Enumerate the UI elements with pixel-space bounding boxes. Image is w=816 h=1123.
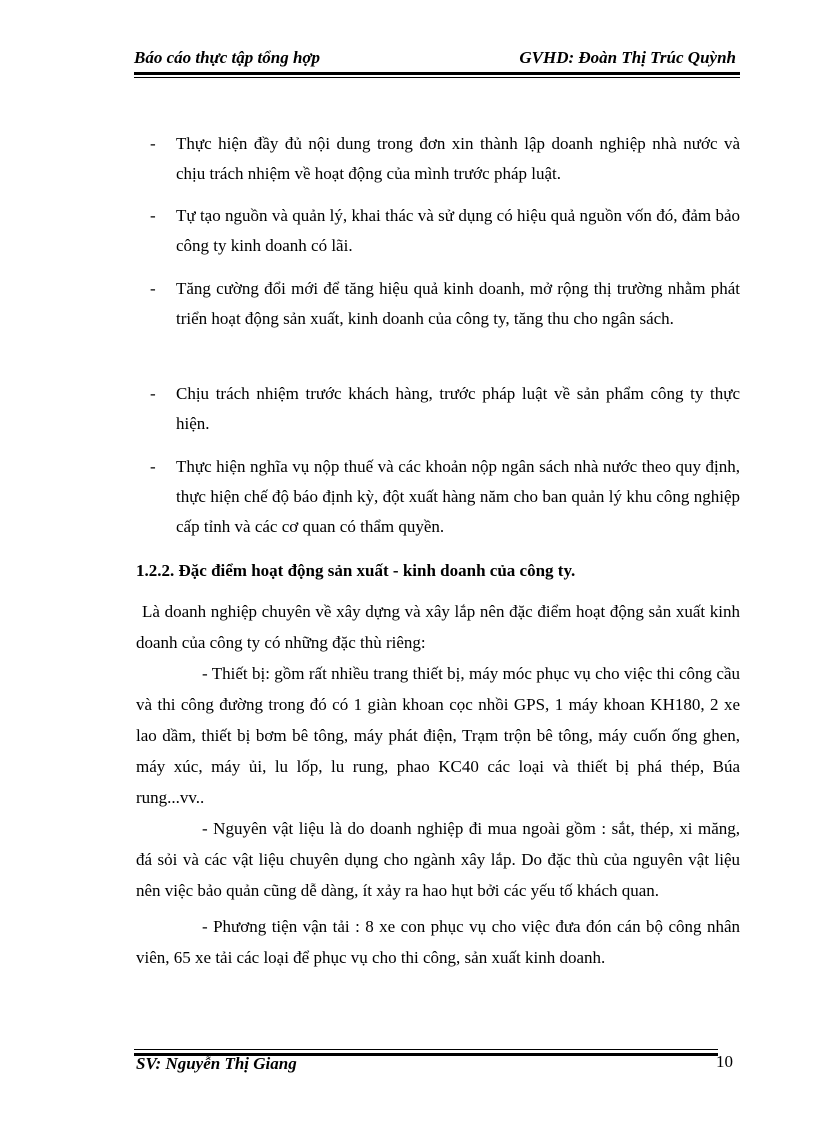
bullet-text: Thực hiện nghĩa vụ nộp thuế và các khoản nộp ngân sách nhà nước theo quy định, thực hiện chế độ báo định kỳ, đột xuất hàng năm cho ban quản lý khu công nghiệp cấp tỉnh và các cơ quan có thẩm quyền.	[176, 457, 740, 536]
bullet-dash: -	[150, 134, 156, 153]
page-number: 10	[716, 1052, 733, 1071]
intro-paragraph: Là doanh nghiệp chuyên về xây dựng và xây lắp nên đặc điểm hoạt động sản xuất kinh doanh của công ty có những đặc thù riêng:	[136, 602, 740, 652]
bullet-dash: -	[150, 384, 156, 403]
transport-paragraph: - Phương tiện vận tải : 8 xe con phục vụ cho việc đưa đón cán bộ công nhân viên, 65 xe tải các loại để phục vụ cho thi công, sản xuất kinh doanh.	[136, 917, 740, 967]
header-report-title: Báo cáo thực tập tổng hợp	[134, 48, 321, 67]
materials-paragraph: - Nguyên vật liệu là do doanh nghiệp đi mua ngoài gồm : sắt, thép, xi măng, đá sỏi và các vật liệu chuyên dụng cho ngành xây lắp. Do đặc thù của nguyên vật liệu nên việc bảo quản cũng dễ dàng, ít xảy ra hao hụt bởi các yếu tố khách quan.	[136, 819, 740, 900]
header-supervisor: GVHD: Đoàn Thị Trúc Quỳnh	[519, 48, 736, 67]
bullet-dash: -	[150, 206, 156, 225]
equipment-paragraph: - Thiết bị: gồm rất nhiều trang thiết bị, máy móc phục vụ cho việc thi công cầu và thi công đường trong đó có 1 giàn khoan cọc nhồi GPS, 1 máy khoan KH180, 2 xe lao dầm, thiết bị bơm bê tông, máy phát điện, Trạm trộn bê tông, máy cuốn ống ghen, máy xúc, máy ủi, lu lốp, lu rung, phao KC40 các loại và thiết bị phá thép, Búa rung...vv..	[136, 664, 740, 807]
bullet-text: Thực hiện đầy đủ nội dung trong đơn xin thành lập doanh nghiệp nhà nước và chịu trách nhiệm về hoạt động của mình trước pháp luật.	[176, 134, 740, 183]
bullet-text: Tự tạo nguồn và quản lý, khai thác và sử dụng có hiệu quả nguồn vốn đó, đảm bảo công ty kinh doanh có lãi.	[176, 206, 740, 255]
footer-rule-thin	[134, 1049, 718, 1050]
bullet-dash: -	[150, 279, 156, 298]
bullet-text: Tăng cường đổi mới để tăng hiệu quả kinh doanh, mở rộng thị trường nhằm phát triển hoạt động sản xuất, kinh doanh của công ty, tăng thu cho ngân sách.	[176, 279, 740, 328]
bullet-text: Chịu trách nhiệm trước khách hàng, trước pháp luật về sản phẩm công ty thực hiện.	[176, 384, 740, 433]
footer-student-name: SV: Nguyễn Thị Giang	[136, 1054, 297, 1073]
bullet-dash: -	[150, 457, 156, 476]
section-heading: 1.2.2. Đặc điểm hoạt động sản xuất - kinh doanh của công ty.	[136, 561, 576, 580]
